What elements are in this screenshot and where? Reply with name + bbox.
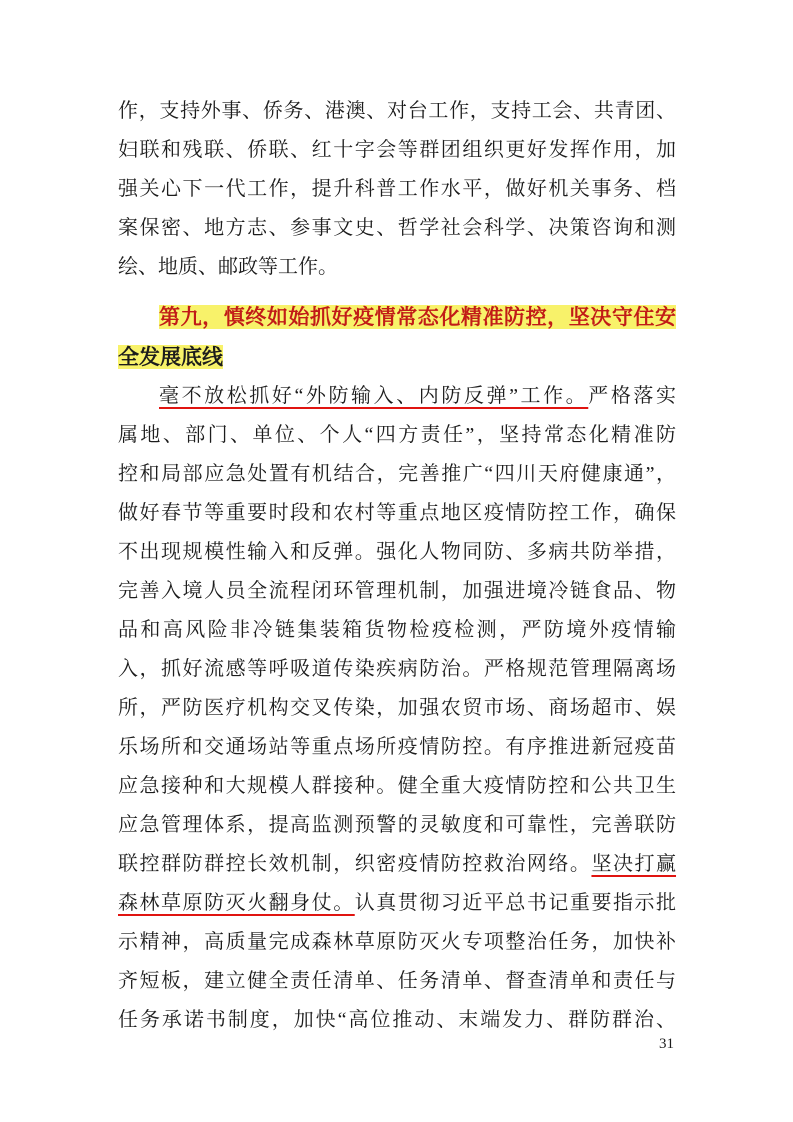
text-line xyxy=(118,1001,676,1040)
body-text: 控和局部应急处置有机结合，完善推广“四川天府健康通”， xyxy=(118,463,676,485)
body-text: 联控群防群控长效机制，织密疫情防控救治网络。 xyxy=(118,853,592,875)
heading-section-9 xyxy=(118,297,676,377)
text-line xyxy=(118,209,676,248)
document-body xyxy=(118,92,676,1040)
text-line xyxy=(118,923,676,962)
text-line xyxy=(118,728,676,767)
body-text: 所，严防医疗机构交叉传染，加强农贸市场、商场超市、娱 xyxy=(118,697,676,719)
text-line xyxy=(118,650,676,689)
body-text: 任务承诺书制度，加快“高位推动、末端发力、群防群治、 xyxy=(118,1009,676,1031)
text-line xyxy=(118,611,676,650)
body-text: 认真贯彻习近平总书记重要指示批 xyxy=(354,892,677,914)
body-text: 案保密、地方志、参事文史、哲学社会科学、决策咨询和测 xyxy=(118,217,676,239)
body-text: 强关心下一代工作，提升科普工作水平，做好机关事务、档 xyxy=(118,178,676,200)
text-line xyxy=(118,572,676,611)
text-line xyxy=(118,416,676,455)
body-text: 绘、地质、邮政等工作。 xyxy=(118,256,338,278)
body-text: 妇联和残联、侨联、红十字会等群团组织更好发挥作用，加 xyxy=(118,139,676,161)
body-text: 示精神，高质量完成森林草原防灭火专项整治任务，加快补 xyxy=(118,931,676,953)
text-line xyxy=(118,962,676,1001)
body-text: 属地、部门、单位、个人“四方责任”，坚持常态化精准防 xyxy=(118,424,676,446)
body-text: 做好春节等重要时段和农村等重点地区疫情防控工作，确保 xyxy=(118,502,676,524)
body-text: 入，抓好流感等呼吸道传染疾病防治。严格规范管理隔离场 xyxy=(118,658,676,680)
body-text: 完善入境人员全流程闭环管理机制，加强进境冷链食品、物 xyxy=(118,580,676,602)
text-line xyxy=(118,337,676,377)
heading-highlight-red-text: 第九，慎终如始抓好疫情常态化精准防控，坚决守住安 xyxy=(159,305,676,329)
body-text: 不出现规模性输入和反弹。强化人物同防、多病共防举措， xyxy=(118,541,676,563)
body-text: 作，支持外事、侨务、港澳、对台工作，支持工会、共青团、 xyxy=(118,100,676,122)
body-text: 齐短板，建立健全责任清单、任务清单、督查清单和责任与 xyxy=(118,970,676,992)
text-line xyxy=(118,455,676,494)
text-line xyxy=(118,248,676,287)
body-text: 应急管理体系，提高监测预警的灵敏度和可靠性，完善联防 xyxy=(118,814,676,836)
text-line xyxy=(118,884,676,923)
text-line xyxy=(118,533,676,572)
red-underlined-text: 毫不放松抓好“外防输入、内防反弹”工作。 xyxy=(159,385,589,407)
paragraph-2 xyxy=(118,377,676,1040)
text-line xyxy=(118,494,676,533)
page-number: 31 xyxy=(659,1036,674,1052)
red-underlined-text: 森林草原防灭火翻身仗。 xyxy=(118,892,355,914)
heading-highlight-text: 全发展底线 xyxy=(118,345,223,369)
body-text: 品和高风险非冷链集装箱货物检疫检测，严防境外疫情输 xyxy=(118,619,676,641)
body-text: 严格落实 xyxy=(588,385,676,407)
body-text: 乐场所和交通场站等重点场所疫情防控。有序推进新冠疫苗 xyxy=(118,736,676,758)
paragraph-1 xyxy=(118,92,676,287)
text-line xyxy=(118,131,676,170)
text-line xyxy=(118,689,676,728)
text-line xyxy=(118,767,676,806)
text-line xyxy=(118,377,676,416)
text-line xyxy=(118,845,676,884)
text-line xyxy=(118,806,676,845)
body-text: 应急接种和大规模人群接种。健全重大疫情防控和公共卫生 xyxy=(118,775,676,797)
text-line xyxy=(118,92,676,131)
text-line xyxy=(118,297,676,337)
red-underlined-text: 坚决打赢 xyxy=(591,853,677,875)
text-line xyxy=(118,170,676,209)
